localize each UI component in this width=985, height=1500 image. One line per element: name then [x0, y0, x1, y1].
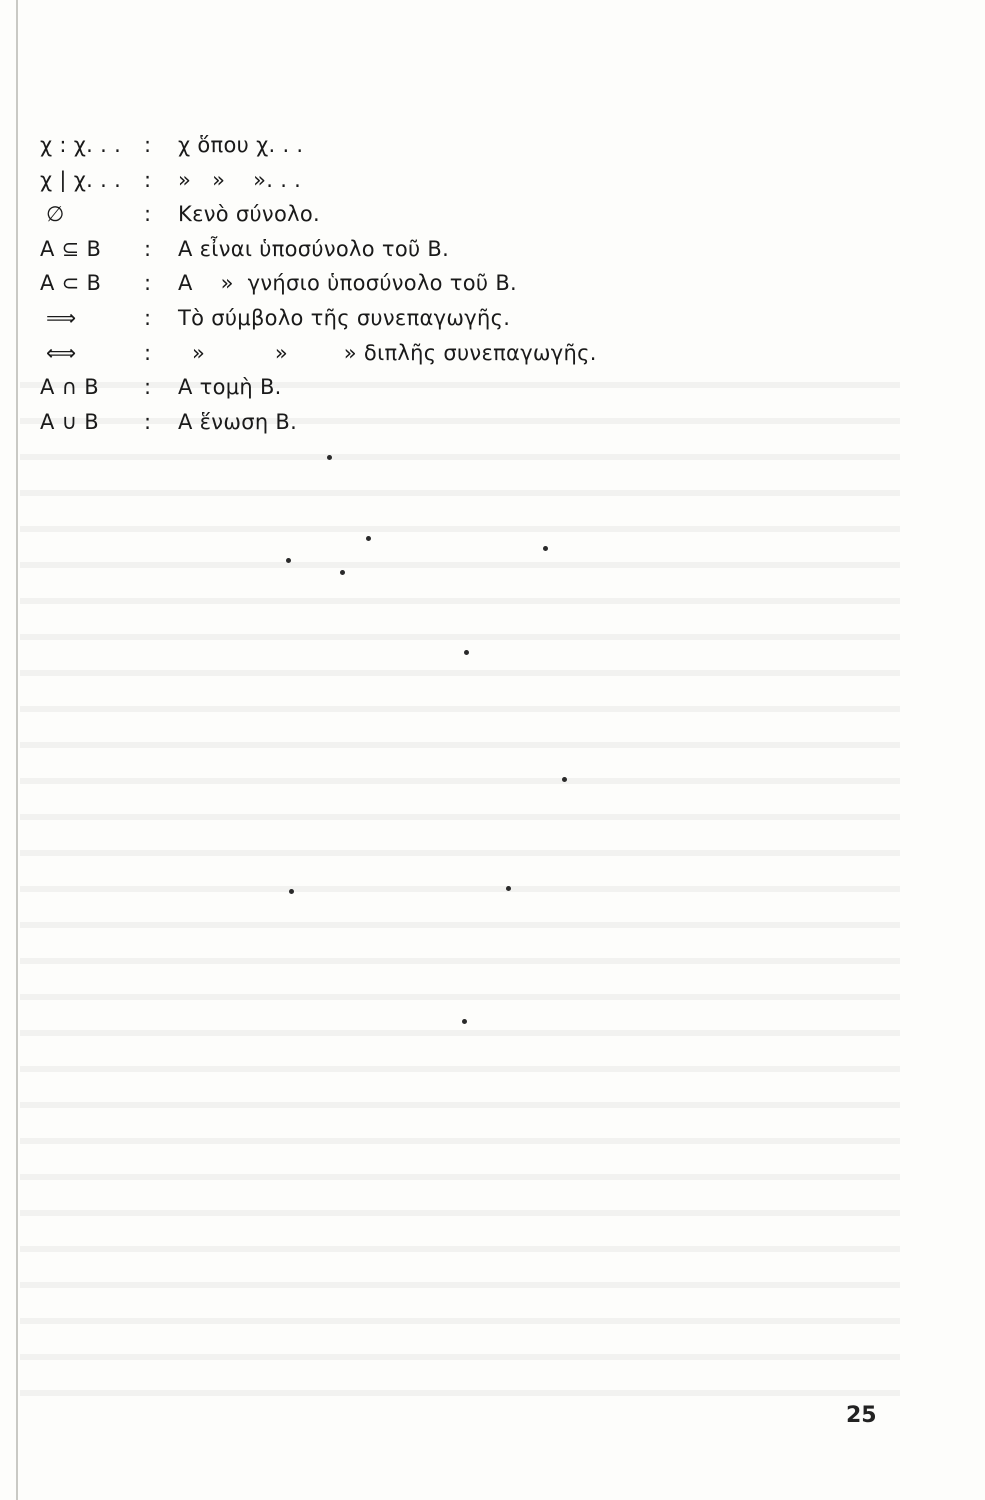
scan-speck	[286, 558, 291, 563]
scan-speck	[462, 1019, 467, 1024]
glossary-symbol: χ : χ. . .	[40, 133, 122, 157]
scan-speck	[289, 889, 294, 894]
glossary-separator: :	[144, 305, 152, 330]
scan-speck	[562, 777, 567, 782]
scan-speck	[506, 886, 511, 891]
glossary-separator: :	[144, 271, 152, 296]
glossary-row	[40, 232, 660, 267]
symbol-glossary	[40, 128, 660, 439]
glossary-row	[40, 197, 660, 232]
glossary-symbol: A ⊆ B	[40, 236, 102, 261]
glossary-symbol: A ∩ B	[40, 375, 99, 400]
page-edge	[16, 0, 18, 1500]
glossary-row	[40, 405, 660, 440]
glossary-symbol: ⟺	[46, 340, 77, 365]
scan-speck	[366, 536, 371, 541]
glossary-separator: :	[144, 202, 152, 227]
glossary-symbol: A ⊂ B	[40, 271, 102, 296]
glossary-meaning: A εἶναι ὑποσύνολο τοῦ B.	[178, 236, 450, 261]
glossary-meaning: χ ὅπου χ. . .	[178, 133, 304, 157]
glossary-meaning: A τομὴ B.	[178, 375, 282, 400]
scan-speck	[543, 546, 548, 551]
glossary-separator: :	[144, 133, 152, 157]
scan-speck	[464, 650, 469, 655]
glossary-separator: :	[144, 409, 152, 434]
show-through-background	[20, 360, 900, 1400]
glossary-symbol: χ | χ. . .	[40, 167, 122, 192]
glossary-meaning: Τὸ σύμβολο τῆς συνεπαγωγῆς.	[178, 305, 511, 330]
glossary-row	[40, 266, 660, 301]
glossary-separator: :	[144, 236, 152, 261]
glossary-row	[40, 336, 660, 371]
glossary-row	[40, 128, 660, 163]
glossary-separator: :	[144, 167, 152, 192]
glossary-symbol: ∅	[46, 202, 65, 227]
glossary-meaning: » » ». . .	[178, 167, 302, 192]
glossary-separator: :	[144, 375, 152, 400]
glossary-separator: :	[144, 340, 152, 365]
scan-speck	[340, 570, 345, 575]
glossary-row	[40, 370, 660, 405]
glossary-meaning: » » » διπλῆς συνεπαγωγῆς.	[178, 340, 597, 365]
glossary-symbol: A ∪ B	[40, 409, 99, 434]
glossary-row	[40, 163, 660, 198]
glossary-row	[40, 301, 660, 336]
glossary-meaning: A » γνήσιο ὑποσύνολο τοῦ B.	[178, 271, 518, 296]
scan-speck	[327, 455, 332, 460]
glossary-meaning: Κενὸ σύνολο.	[178, 202, 320, 227]
page-number: 25	[846, 1403, 877, 1428]
glossary-symbol: ⟹	[46, 305, 77, 330]
glossary-meaning: A ἕνωση B.	[178, 409, 298, 434]
